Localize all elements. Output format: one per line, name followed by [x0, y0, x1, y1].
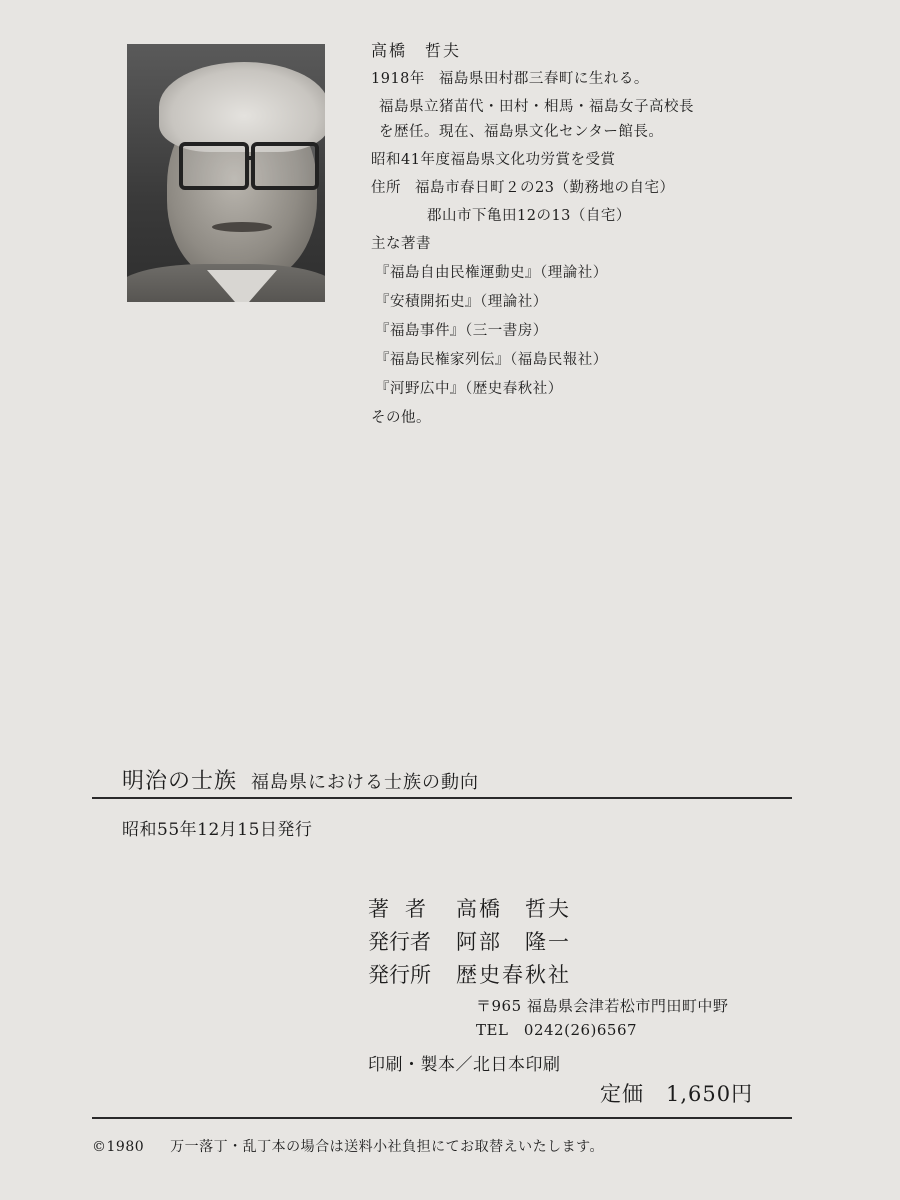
address-1: 福島市春日町２の23（勤務地の自宅） — [415, 180, 675, 196]
office-value: 歴史春秋社 — [456, 963, 571, 987]
author-photo — [127, 44, 325, 302]
address-line-2: 郡山市下亀田12の13（自宅） — [427, 208, 631, 224]
divider-top — [92, 797, 792, 799]
address-label: 住所 — [371, 180, 401, 196]
publisher-value: 阿部 隆一 — [456, 930, 571, 954]
birth-place: 福島県田村郡三春町に生れる。 — [438, 71, 649, 87]
author-label: 著者 — [368, 897, 442, 921]
work-item: 『河野広中』（歴史春秋社） — [375, 381, 563, 397]
award-line: 昭和41年度福島県文化功労賞を受賞 — [371, 152, 616, 168]
telephone: TEL 0242(26)6567 — [476, 1021, 638, 1039]
works-other: その他。 — [371, 410, 431, 426]
title-subtitle: 福島県における士族の動向 — [251, 772, 480, 793]
credit-publisher — [368, 926, 571, 956]
credit-author — [368, 893, 571, 923]
printing-info: 印刷・製本／北日本印刷 — [368, 1055, 561, 1075]
publisher-label: 発行者 — [368, 930, 431, 954]
address-line-1 — [371, 176, 674, 197]
work-item: 『福島民権家列伝』（福島民報社） — [375, 352, 608, 368]
price: 定価 1,650円 — [600, 1082, 754, 1106]
career-line-2: を歴任。現在、福島県文化センター館長。 — [379, 124, 664, 140]
title-main: 明治の士族 — [122, 769, 238, 794]
footer-notice — [92, 1136, 604, 1156]
author-name: 高橋 哲夫 — [371, 41, 462, 60]
author-value: 高橋 哲夫 — [456, 897, 571, 921]
publish-date: 昭和55年12月15日発行 — [122, 820, 313, 840]
work-item: 『福島事件』（三一書房） — [375, 323, 548, 339]
birth-year: 1918年 — [371, 71, 425, 87]
career-line-1: 福島県立猪苗代・田村・相馬・福島女子高校長 — [379, 99, 694, 115]
works-heading: 主な著書 — [371, 236, 431, 252]
replacement-notice: 万一落丁・乱丁本の場合は送料小社負担にてお取替えいたします。 — [170, 1139, 605, 1155]
office-label: 発行所 — [368, 963, 431, 987]
divider-bottom — [92, 1117, 792, 1119]
postal-address: 〒965 福島県会津若松市門田町中野 — [476, 997, 729, 1015]
credit-office — [368, 959, 571, 989]
work-item: 『安積開拓史』（理論社） — [375, 294, 548, 310]
author-birth — [371, 67, 649, 88]
copyright: ©1980 — [92, 1139, 145, 1155]
book-title — [122, 764, 479, 795]
work-item: 『福島自由民権運動史』（理論社） — [375, 265, 608, 281]
